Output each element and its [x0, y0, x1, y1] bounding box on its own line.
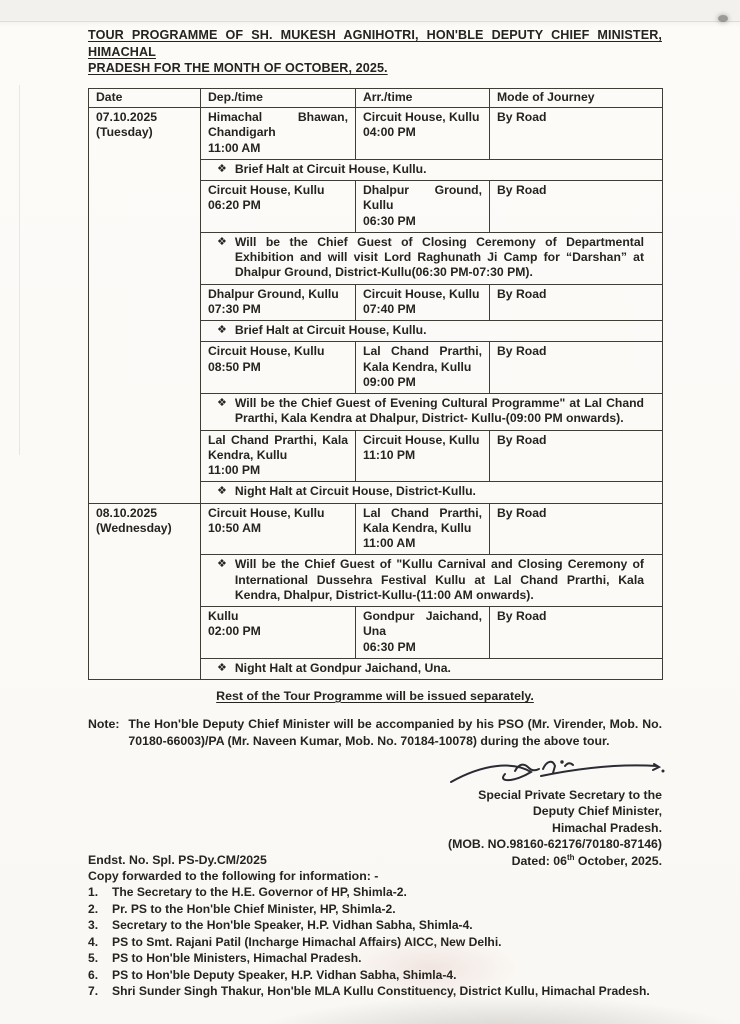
date-value: 08.10.2025 [96, 505, 157, 520]
copy-list-item [88, 918, 662, 933]
dep-cell [201, 503, 356, 555]
handwritten-signature [445, 756, 670, 796]
note-content [217, 661, 644, 676]
signature-designation-line2: Deputy Chief Minister, [532, 804, 662, 819]
arr-time: 04:00 PM [363, 125, 416, 140]
arr-place: Circuit House, Kullu [363, 286, 480, 301]
copy-forwarded-list [88, 885, 662, 999]
copy-list-item-text: PS to Hon'ble Ministers, Himachal Pradesh. [112, 951, 362, 966]
endorsement-number: Endst. No. Spl. PS-Dy.CM/2025 [88, 853, 267, 868]
arr-time: 09:00 PM [363, 374, 416, 389]
rest-of-programme-line: Rest of the Tour Programme will be issued separately. [216, 689, 534, 704]
mode-cell: By Road [490, 284, 663, 321]
note-content [217, 557, 644, 603]
copy-list-item [88, 951, 662, 966]
dep-place: Circuit House, Kullu [208, 505, 325, 520]
mode-cell: By Road [490, 181, 663, 233]
signature-mobile-numbers: (MOB. NO.98160-62176/70180-87146) [448, 837, 662, 852]
signature-designation-line1: Special Private Secretary to the [478, 788, 662, 803]
arr-time: 11:00 AM [363, 536, 416, 551]
dep-time: 02:00 PM [208, 624, 261, 639]
note-content [217, 484, 644, 499]
dep-place: Himachal Bhawan, Chandigarh [208, 110, 348, 140]
note-cell [201, 482, 663, 503]
dep-cell [201, 430, 356, 482]
note-content [217, 396, 644, 427]
endorsement-date-prefix: Dated: 06 [511, 854, 567, 869]
note-content [217, 162, 644, 177]
dep-place: Circuit House, Kullu [208, 183, 325, 198]
arr-cell [356, 503, 490, 555]
diamond-bullet-icon: ❖ [217, 397, 227, 410]
note-cell [201, 321, 663, 342]
copy-list-item-text: Secretary to the Hon'ble Speaker, H.P. Vidhan Sabha, Shimla-4. [112, 918, 473, 933]
dep-time: 10:50 AM [208, 520, 262, 535]
mode-cell: By Road [490, 503, 663, 555]
dep-place: Circuit House, Kullu [208, 344, 325, 359]
note-text: Will be the Chief Guest of "Kullu Carnival and Closing Ceremony of International Dussehra Festival Kullu at Lal Chand Prarthi, Kala Kendra, Dhalpur, District-Kullu-(11:00 AM onwards). [234, 557, 644, 602]
note-content [217, 235, 644, 281]
diamond-bullet-icon: ❖ [217, 324, 227, 337]
mode-cell: By Road [490, 430, 663, 482]
endorsement-date-suffix: October, 2025. [574, 854, 662, 869]
dep-time: 07:30 PM [208, 301, 261, 316]
copy-list-item-number: 1. [88, 885, 99, 900]
dep-cell [201, 284, 356, 321]
arr-place: Lal Chand Prarthi, Kala Kendra, Kullu [363, 505, 482, 535]
copy-list-item-number: 6. [88, 967, 99, 982]
arr-place: Circuit House, Kullu [363, 432, 480, 447]
arr-place: Dhalpur Ground, Kullu [363, 183, 482, 213]
copy-list-item-number: 2. [88, 901, 99, 916]
date-cell [89, 503, 201, 680]
arr-place: Circuit House, Kullu [363, 110, 480, 125]
dep-time: 06:20 PM [208, 198, 261, 213]
tour-programme-table [88, 88, 663, 680]
dep-time: 11:00 AM [208, 140, 261, 155]
table-trip-row [89, 108, 663, 160]
date-value: 07.10.2025 [96, 110, 157, 125]
endorsement-date-ordinal: th [566, 853, 575, 863]
copy-forwarded-heading: Copy forwarded to the following for information: - [88, 869, 379, 884]
note-text: Night Halt at Gondpur Jaichand, Una. [234, 660, 451, 675]
arr-time: 11:10 PM [363, 447, 416, 462]
copy-list-item-number: 5. [88, 951, 99, 966]
note-text: Brief Halt at Circuit House, Kullu. [234, 323, 427, 338]
note-text: The Hon'ble Deputy Chief Minister will be accompanied by his PSO (Mr. Virender, Mob. No. 70180-66003)/PA (Mr. Naveen Kumar, Mob. No. 70184-10078) during the above tour. [128, 717, 662, 749]
note-text: Will be the Chief Guest of Closing Ceremony of Departmental Exhibition and will visit Lord Raghunath Ji Camp for “Darshan” at Dhalpur Ground, District-Kullu(06:30 PM-07:30 PM). [234, 234, 644, 280]
arr-time: 06:30 PM [363, 639, 416, 654]
col-header-arr-time: Arr./time [356, 88, 490, 107]
copy-list-item-text: PS to Smt. Rajani Patil (Incharge Himachal Affairs) AICC, New Delhi. [112, 934, 502, 949]
note-text: Night Halt at Circuit House, District-Kullu. [234, 484, 476, 499]
arr-cell [356, 181, 490, 233]
dep-cell [201, 342, 356, 394]
endorsement-row [88, 853, 662, 868]
note-cell [201, 658, 663, 679]
dep-place: Dhalpur Ground, Kullu [208, 286, 339, 301]
note-text: Brief Halt at Circuit House, Kullu. [234, 161, 427, 176]
note-cell [201, 394, 663, 431]
copy-list-item [88, 968, 662, 983]
col-header-mode: Mode of Journey [490, 88, 663, 107]
mode-cell: By Road [490, 108, 663, 160]
copy-list-item-number: 4. [88, 934, 99, 949]
arr-place: Gondpur Jaichand, Una [363, 609, 482, 639]
dep-time: 11:00 PM [208, 463, 261, 478]
diamond-bullet-icon: ❖ [217, 235, 227, 248]
mode-cell: By Road [490, 342, 663, 394]
table-header [89, 88, 663, 107]
arr-cell [356, 108, 490, 160]
dep-place: Kullu [208, 609, 239, 624]
copy-list-item-text: Shri Sunder Singh Thakur, Hon'ble MLA Kullu Constituency, District Kullu, Himachal Pradesh. [112, 984, 650, 999]
diamond-bullet-icon: ❖ [217, 162, 227, 175]
document-title-line1: TOUR PROGRAMME OF SH. MUKESH AGNIHOTRI, HON'BLE DEPUTY CHIEF MINISTER, HIMACHAL [88, 28, 662, 59]
note-text: Will be the Chief Guest of Evening Cultural Programme" at Lal Chand Prarthi, Kala Kendra at Dhalpur, District- Kullu-(09:00 PM onwards). [234, 396, 644, 426]
copy-list-item-text: The Secretary to the H.E. Governor of HP, Shimla-2. [112, 885, 407, 900]
arr-time: 07:40 PM [363, 301, 416, 316]
arr-time: 06:30 PM [363, 213, 416, 228]
copy-list-item-number: 3. [88, 918, 99, 933]
col-header-date: Date [89, 88, 201, 107]
scan-top-edge-line [0, 21, 740, 22]
arr-place: Lal Chand Prarthi, Kala Kendra, Kullu [363, 344, 482, 374]
copy-list-item [88, 984, 662, 999]
signature-block [88, 787, 662, 852]
dep-cell [201, 181, 356, 233]
table-body [89, 108, 663, 680]
dep-cell [201, 108, 356, 160]
copy-list-item [88, 935, 662, 950]
arr-cell [356, 607, 490, 659]
note-paragraph [88, 716, 662, 750]
note-cell [201, 232, 663, 284]
note-cell [201, 555, 663, 607]
note-cell [201, 159, 663, 180]
note-content [217, 323, 644, 338]
note-label: Note: [88, 717, 120, 732]
diamond-bullet-icon: ❖ [217, 661, 227, 674]
col-header-dep-time: Dep./time [201, 88, 356, 107]
document-title-line2: PRADESH FOR THE MONTH OF OCTOBER, 2025. [88, 61, 388, 76]
signature-designation-line3: Himachal Pradesh. [551, 820, 662, 835]
mode-cell: By Road [490, 607, 663, 659]
scan-corner-smudge [718, 15, 728, 22]
arr-cell [356, 284, 490, 321]
endorsement-date [512, 853, 662, 868]
arr-cell [356, 342, 490, 394]
date-day: (Wednesday) [96, 520, 172, 535]
table-trip-row [89, 503, 663, 555]
date-day: (Tuesday) [96, 125, 153, 140]
dep-time: 08:50 PM [208, 359, 261, 374]
copy-list-item [88, 902, 662, 917]
arr-cell [356, 430, 490, 482]
table-header-row [89, 88, 663, 107]
dep-place: Lal Chand Prarthi, Kala Kendra, Kullu [208, 432, 348, 462]
document-content [88, 27, 662, 999]
diamond-bullet-icon: ❖ [217, 485, 227, 498]
copy-list-item-text: PS to Hon'ble Deputy Speaker, H.P. Vidhan Sabha, Shimla-4. [112, 967, 457, 982]
document-title [88, 27, 662, 77]
diamond-bullet-icon: ❖ [217, 558, 227, 571]
date-cell [89, 108, 201, 504]
copy-list-item [88, 885, 662, 900]
copy-list-item-text: Pr. PS to the Hon'ble Chief Minister, HP, Shimla-2. [112, 901, 396, 916]
dep-cell [201, 607, 356, 659]
copy-list-item-number: 7. [88, 984, 99, 999]
